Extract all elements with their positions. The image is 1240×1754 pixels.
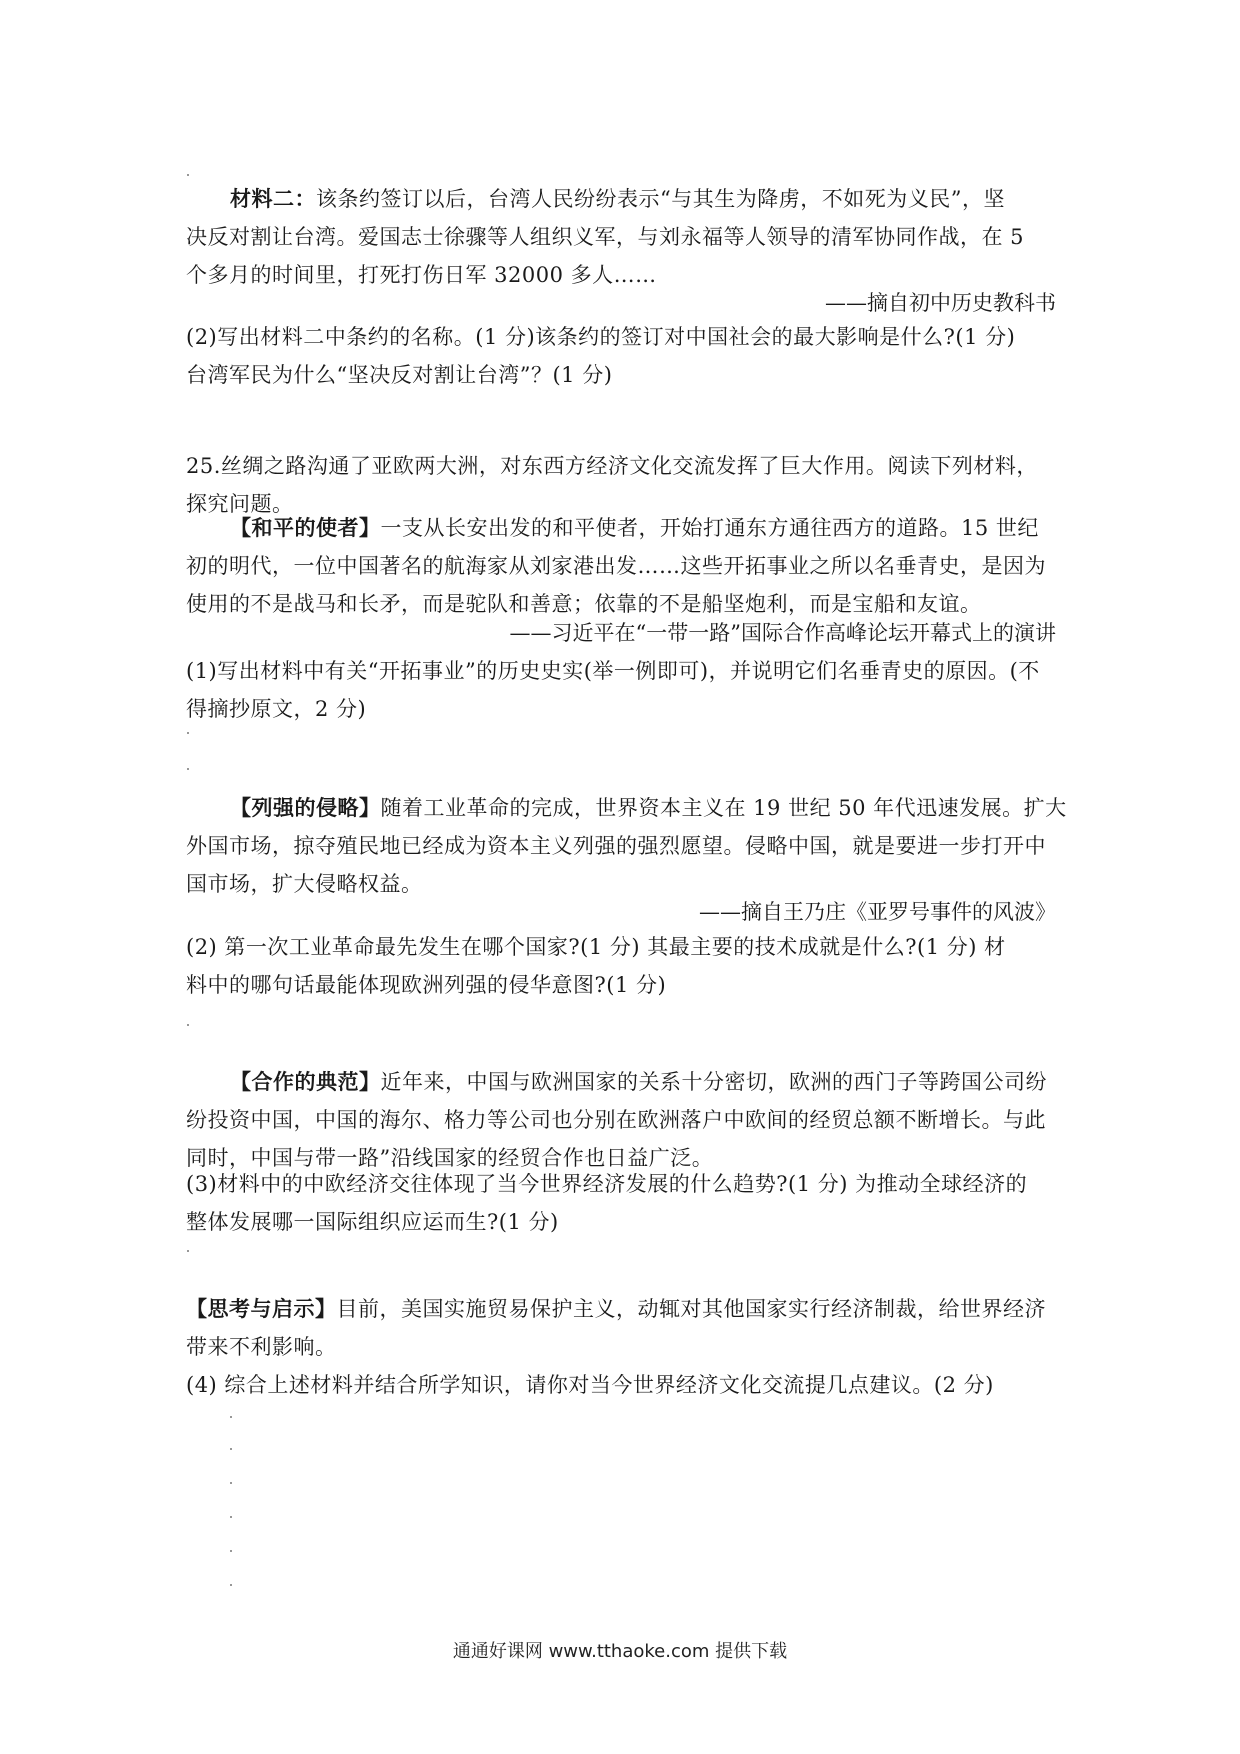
scan-speck <box>230 1516 232 1518</box>
passage-line: 随着工业革命的完成，世界资本主义在 19 世纪 50 年代迅速发展。扩大 <box>380 796 1067 820</box>
page-footer: 通通好课网 www.tthaoke.com 提供下载 <box>452 1641 788 1662</box>
question-line: (3)材料中的中欧经济交往体现了当今世界经济发展的什么趋势?(1 分) 为推动全球经济的 <box>186 1172 1028 1196</box>
passage-line: 同时，中国与带一路”沿线国家的经贸合作也日益广泛。 <box>186 1146 714 1170</box>
scan-speck <box>230 1482 232 1484</box>
question-24-2 <box>186 318 1056 394</box>
material-two-passage <box>186 180 1056 294</box>
scan-speck <box>230 1448 232 1450</box>
scan-speck <box>230 1550 232 1552</box>
passage-line: 使用的不是战马和长矛，而是驼队和善意；依靠的不是船坚炮利，而是宝船和友谊。 <box>186 592 982 616</box>
question-25-1 <box>186 652 1056 728</box>
passage-line: 目前，美国实施贸易保护主义，动辄对其他国家实行经济制裁，给世界经济 <box>336 1297 1046 1321</box>
scan-speck <box>230 1584 232 1586</box>
cooperation-passage <box>186 1063 1056 1177</box>
question-line: (4) 综合上述材料并结合所学知识，请你对当今世界经济文化交流提几点建议。(2 分) <box>186 1373 994 1397</box>
material-two-line: 该条约签订以后，台湾人民纷纷表示“与其生为降虏，不如死为义民”，坚 <box>316 187 1005 211</box>
question-25-4 <box>186 1366 1056 1404</box>
scan-speck <box>187 174 189 176</box>
passage-line: 纷投资中国，中国的海尔、格力等公司也分别在欧洲落户中欧间的经贸总额不断增长。与此 <box>186 1108 1046 1132</box>
material-two-source: ——摘自初中历史教科书 <box>825 291 1056 315</box>
invasion-label: 【列强的侵略】 <box>230 795 381 820</box>
scan-speck <box>187 1024 189 1026</box>
passage-line: 初的明代，一位中国著名的航海家从刘家港出发……这些开拓事业之所以名垂青史，是因为 <box>186 554 1046 578</box>
question-line: 整体发展哪一国际组织应运而生?(1 分) <box>186 1210 559 1234</box>
scan-speck <box>230 1416 232 1418</box>
peace-envoy-passage <box>186 509 1056 623</box>
thinking-passage <box>186 1290 1056 1366</box>
peace-envoy-source: ——习近平在“一带一路”国际合作高峰论坛开幕式上的演讲 <box>509 621 1056 645</box>
scan-speck <box>187 1250 189 1252</box>
cooperation-label: 【合作的典范】 <box>230 1069 381 1094</box>
thinking-label: 【思考与启示】 <box>186 1296 337 1321</box>
material-two-label: 材料二： <box>230 186 316 211</box>
passage-line: 近年来，中国与欧洲国家的关系十分密切，欧洲的西门子等跨国公司纷 <box>380 1070 1047 1094</box>
scan-speck <box>187 732 189 734</box>
material-two-line: 个多月的时间里，打死打伤日军 32000 多人…… <box>186 263 657 287</box>
question-line: 探究问题。 <box>186 492 294 516</box>
question-line: (2) 第一次工业革命最先发生在哪个国家?(1 分) 其最主要的技术成就是什么?(1 分) 材 <box>186 935 1006 959</box>
question-25-2 <box>186 928 1056 1004</box>
question-25-3 <box>186 1165 1056 1241</box>
passage-line: 外国市场，掠夺殖民地已经成为资本主义列强的强烈愿望。侵略中国，就是要进一步打开中 <box>186 834 1046 858</box>
question-line: (2)写出材料二中条约的名称。(1 分)该条约的签订对中国社会的最大影响是什么?(1 分) <box>186 325 1016 349</box>
question-line: 25.丝绸之路沟通了亚欧两大洲，对东西方经济文化交流发挥了巨大作用。阅读下列材料， <box>186 454 1038 478</box>
passage-line: 国市场，扩大侵略权益。 <box>186 872 423 896</box>
question-line: 料中的哪句话最能体现欧洲列强的侵华意图?(1 分) <box>186 973 667 997</box>
question-line: (1)写出材料中有关“开拓事业”的历史史实(举一例即可)，并说明它们名垂青史的原因。(不 <box>186 659 1040 683</box>
question-line: 台湾军民为什么“坚决反对割让台湾”？(1 分) <box>186 363 613 387</box>
passage-line: 一支从长安出发的和平使者，开始打通东方通往西方的道路。15 世纪 <box>380 516 1039 540</box>
invasion-source: ——摘自王乃庄《亚罗号事件的风波》 <box>699 900 1056 924</box>
scan-speck <box>187 768 189 770</box>
peace-envoy-label: 【和平的使者】 <box>230 515 381 540</box>
question-line: 得摘抄原文，2 分) <box>186 697 367 721</box>
passage-line: 带来不利影响。 <box>186 1335 337 1359</box>
material-two-line: 决反对割让台湾。爱国志士徐骤等人组织义军，与刘永福等人领导的清军协同作战，在 5 <box>186 225 1025 249</box>
invasion-passage <box>186 789 1067 903</box>
